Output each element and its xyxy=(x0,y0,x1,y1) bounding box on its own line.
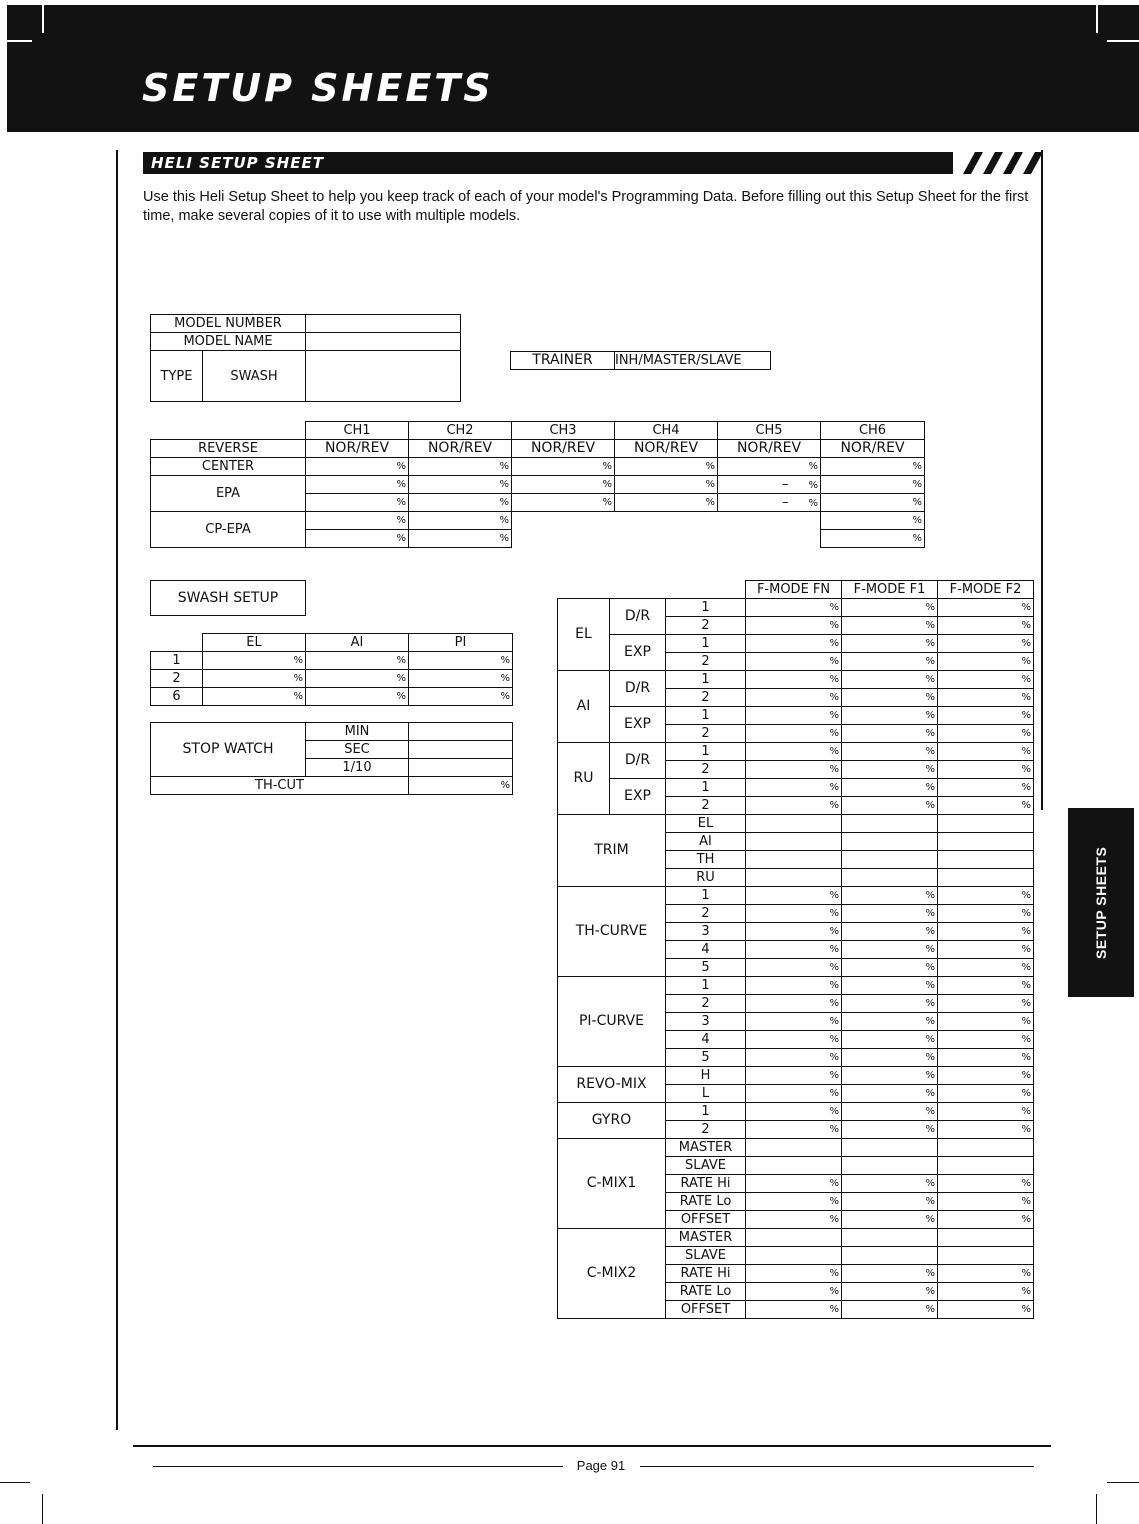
page-number: Page 91 xyxy=(576,1458,626,1473)
exp-label: EXP xyxy=(610,707,666,743)
fmode-value-cell[interactable]: % xyxy=(746,725,842,743)
fmode-value-cell[interactable]: % xyxy=(842,977,938,995)
fmode-value-cell[interactable]: % xyxy=(938,671,1034,689)
channel-table xyxy=(150,421,925,548)
fmode-header: F-MODE FN xyxy=(746,581,842,599)
center-cell[interactable]: % xyxy=(512,458,615,476)
min-field[interactable] xyxy=(409,723,513,741)
center-cell[interactable]: % xyxy=(718,458,821,476)
fmode-value-cell[interactable]: % xyxy=(938,1301,1034,1319)
fmode-value-cell[interactable]: % xyxy=(842,1283,938,1301)
fmode-value-cell[interactable]: % xyxy=(842,689,938,707)
item-label: MASTER xyxy=(666,1139,746,1157)
fmode-value-cell[interactable]: % xyxy=(842,743,938,761)
fmode-value-cell[interactable]: % xyxy=(746,599,842,617)
group-label-cmix2: C-MIX2 xyxy=(558,1229,666,1319)
min-label: MIN xyxy=(306,723,409,741)
crop-mark xyxy=(0,1482,30,1483)
sub-label: 2 xyxy=(666,761,746,779)
fmode-value-cell[interactable] xyxy=(938,815,1034,833)
group-label-picurve: PI-CURVE xyxy=(558,977,666,1067)
fmode-value-cell[interactable]: % xyxy=(746,779,842,797)
item-label: OFFSET xyxy=(666,1211,746,1229)
intro-text: Use this Heli Setup Sheet to help you keep track of each of your model's Programming Data. Before filling out this Setup Sheet for the first time, make several copies of it to use with multiple models. xyxy=(143,189,1029,224)
fmode-value-cell[interactable]: % xyxy=(938,995,1034,1013)
exp-label: EXP xyxy=(610,779,666,815)
center-cell[interactable]: % xyxy=(615,458,718,476)
thcut-label: TH-CUT xyxy=(151,777,409,795)
cp-epa-cell[interactable]: % xyxy=(306,530,409,548)
group-label-el: EL xyxy=(558,599,610,671)
item-label: 1 xyxy=(666,1103,746,1121)
cp-epa-cell[interactable]: % xyxy=(306,512,409,530)
item-label: EL xyxy=(666,815,746,833)
sub-label: 1 xyxy=(666,743,746,761)
swash-header: PI xyxy=(409,634,513,652)
ch-header: CH2 xyxy=(409,422,512,440)
fmode-value-cell[interactable] xyxy=(938,1229,1034,1247)
fmode-value-cell[interactable]: % xyxy=(746,1211,842,1229)
fmode-value-cell[interactable]: % xyxy=(746,1283,842,1301)
fmode-value-cell[interactable] xyxy=(746,1139,842,1157)
fmode-value-cell[interactable]: % xyxy=(842,653,938,671)
stopwatch-label: STOP WATCH xyxy=(151,723,306,777)
fmode-value-cell[interactable] xyxy=(746,1247,842,1265)
fmode-value-cell[interactable]: % xyxy=(746,761,842,779)
fmode-value-cell[interactable] xyxy=(938,1139,1034,1157)
ch-header: CH3 xyxy=(512,422,615,440)
ch-header: CH5 xyxy=(718,422,821,440)
fmode-value-cell[interactable] xyxy=(842,833,938,851)
fmode-value-cell[interactable]: % xyxy=(842,887,938,905)
fmode-value-cell[interactable]: % xyxy=(746,941,842,959)
exp-label: EXP xyxy=(610,635,666,671)
fmode-value-cell[interactable] xyxy=(746,1157,842,1175)
epa-cell[interactable]: % xyxy=(821,494,925,512)
item-label: H xyxy=(666,1067,746,1085)
trainer-label: TRAINER xyxy=(511,352,615,370)
fmode-value-cell[interactable]: % xyxy=(842,617,938,635)
fmode-value-cell[interactable]: % xyxy=(842,671,938,689)
crop-mark xyxy=(1096,5,1098,33)
swash-setup-label-box xyxy=(150,580,306,616)
fmode-value-cell[interactable] xyxy=(842,1157,938,1175)
item-label: 4 xyxy=(666,941,746,959)
fmode-value-cell[interactable]: % xyxy=(938,617,1034,635)
tenth-label: 1/10 xyxy=(306,759,409,777)
fmode-value-cell[interactable]: % xyxy=(842,923,938,941)
crop-mark xyxy=(42,1494,43,1524)
fmode-value-cell[interactable]: % xyxy=(746,1121,842,1139)
item-label: 3 xyxy=(666,1013,746,1031)
fmode-value-cell[interactable]: % xyxy=(938,635,1034,653)
item-label: RATE Hi xyxy=(666,1265,746,1283)
fmode-value-cell[interactable] xyxy=(746,1229,842,1247)
epa-cell[interactable]: % xyxy=(615,476,718,494)
pct-sign: % xyxy=(808,479,818,491)
epa-label: EPA xyxy=(151,476,306,512)
sub-label: 1 xyxy=(666,707,746,725)
fmode-value-cell[interactable]: % xyxy=(842,995,938,1013)
fmode-value-cell[interactable] xyxy=(842,1139,938,1157)
swash-cell[interactable]: % xyxy=(306,670,409,688)
group-label-gyro: GYRO xyxy=(558,1103,666,1139)
dr-label: D/R xyxy=(610,599,666,635)
swash-cell[interactable]: % xyxy=(409,670,513,688)
fmode-value-cell[interactable]: % xyxy=(842,1103,938,1121)
fmode-value-cell[interactable]: % xyxy=(842,1193,938,1211)
reverse-cell[interactable]: NOR/REV xyxy=(306,440,409,458)
crop-mark xyxy=(1107,40,1139,42)
fmode-value-cell[interactable] xyxy=(746,833,842,851)
epa-cell[interactable]: % xyxy=(512,494,615,512)
right-rule xyxy=(1041,150,1043,810)
fmode-value-cell[interactable] xyxy=(842,1247,938,1265)
item-label: TH xyxy=(666,851,746,869)
fmode-value-cell[interactable]: % xyxy=(842,1175,938,1193)
fmode-value-cell[interactable]: % xyxy=(938,1283,1034,1301)
fmode-value-cell[interactable]: % xyxy=(938,599,1034,617)
group-label-ai: AI xyxy=(558,671,610,743)
model-name-label: MODEL NAME xyxy=(151,333,306,351)
group-label-trim: TRIM xyxy=(558,815,666,887)
swash-label: SWASH xyxy=(203,351,306,402)
sub-label: 2 xyxy=(666,725,746,743)
epa-cell[interactable]: % xyxy=(821,476,925,494)
sec-label: SEC xyxy=(306,741,409,759)
fmode-value-cell[interactable]: % xyxy=(938,1049,1034,1067)
fmode-value-cell[interactable]: % xyxy=(746,959,842,977)
fmode-value-cell[interactable]: % xyxy=(746,977,842,995)
fmode-value-cell[interactable] xyxy=(746,851,842,869)
fmode-value-cell[interactable]: % xyxy=(842,941,938,959)
sub-label: 1 xyxy=(666,671,746,689)
section-title: HELI SETUP SHEET xyxy=(151,154,324,172)
item-label: MASTER xyxy=(666,1229,746,1247)
fmode-value-cell[interactable]: % xyxy=(938,1211,1034,1229)
fmode-value-cell[interactable] xyxy=(746,815,842,833)
fmode-table xyxy=(557,580,1034,1319)
item-label: 5 xyxy=(666,1049,746,1067)
epa-cell[interactable]: % xyxy=(306,476,409,494)
fmode-value-cell[interactable]: % xyxy=(842,1265,938,1283)
sub-label: 1 xyxy=(666,779,746,797)
fmode-value-cell[interactable]: % xyxy=(746,617,842,635)
swash-cell[interactable]: % xyxy=(306,652,409,670)
reverse-cell[interactable]: NOR/REV xyxy=(409,440,512,458)
epa-cell[interactable]: % xyxy=(409,494,512,512)
fmode-value-cell[interactable]: % xyxy=(842,797,938,815)
fmode-value-cell[interactable]: % xyxy=(842,905,938,923)
cell xyxy=(558,581,746,599)
fmode-value-cell[interactable]: % xyxy=(746,1067,842,1085)
fmode-value-cell[interactable]: % xyxy=(938,887,1034,905)
fmode-value-cell[interactable]: % xyxy=(746,707,842,725)
model-number-label: MODEL NUMBER xyxy=(151,315,306,333)
fmode-value-cell[interactable]: % xyxy=(938,743,1034,761)
model-name-field[interactable] xyxy=(306,333,461,351)
dash: – xyxy=(781,476,789,492)
fmode-value-cell[interactable]: % xyxy=(842,1301,938,1319)
fmode-value-cell[interactable]: % xyxy=(746,743,842,761)
reverse-cell[interactable]: NOR/REV xyxy=(615,440,718,458)
item-label: OFFSET xyxy=(666,1301,746,1319)
fmode-value-cell[interactable]: % xyxy=(842,1085,938,1103)
ch-header: CH6 xyxy=(821,422,925,440)
sec-field[interactable] xyxy=(409,741,513,759)
swash-row-label: 6 xyxy=(151,688,203,706)
fmode-value-cell[interactable]: % xyxy=(938,1013,1034,1031)
item-label: RU xyxy=(666,869,746,887)
group-label-revomix: REVO-MIX xyxy=(558,1067,666,1103)
fmode-value-cell[interactable]: % xyxy=(842,779,938,797)
fmode-value-cell[interactable] xyxy=(938,869,1034,887)
stopwatch-table xyxy=(150,722,513,795)
fmode-value-cell[interactable]: % xyxy=(938,1175,1034,1193)
epa-cell[interactable]: % xyxy=(615,494,718,512)
epa-cell[interactable]: % xyxy=(512,476,615,494)
crop-mark xyxy=(1096,1494,1097,1524)
fmode-value-cell[interactable] xyxy=(938,833,1034,851)
group-label-cmix1: C-MIX1 xyxy=(558,1139,666,1229)
epa-cell-ch5[interactable] xyxy=(718,494,821,512)
center-label: CENTER xyxy=(151,458,306,476)
reverse-cell[interactable]: NOR/REV xyxy=(821,440,925,458)
fmode-value-cell[interactable]: % xyxy=(938,797,1034,815)
fmode-value-cell[interactable] xyxy=(938,1247,1034,1265)
swash-header: AI xyxy=(306,634,409,652)
left-rule xyxy=(116,150,118,1430)
swash-setup-table xyxy=(150,633,513,706)
fmode-value-cell[interactable]: % xyxy=(746,923,842,941)
swash-row-label: 2 xyxy=(151,670,203,688)
fmode-value-cell[interactable]: % xyxy=(842,959,938,977)
fmode-value-cell[interactable]: % xyxy=(746,905,842,923)
fmode-value-cell[interactable]: % xyxy=(746,689,842,707)
fmode-value-cell[interactable]: % xyxy=(842,635,938,653)
model-number-field[interactable] xyxy=(306,315,461,333)
item-label: RATE Lo xyxy=(666,1283,746,1301)
cp-epa-cell[interactable]: % xyxy=(409,512,512,530)
footer-line xyxy=(153,1466,563,1467)
swash-cell[interactable]: % xyxy=(203,670,306,688)
trainer-value[interactable]: INH/MASTER/SLAVE xyxy=(615,352,771,370)
fmode-value-cell[interactable] xyxy=(842,815,938,833)
item-label: 3 xyxy=(666,923,746,941)
sub-label: 1 xyxy=(666,599,746,617)
swash-header: EL xyxy=(203,634,306,652)
item-label: 2 xyxy=(666,995,746,1013)
fmode-value-cell[interactable]: % xyxy=(842,1013,938,1031)
fmode-value-cell[interactable]: % xyxy=(842,1031,938,1049)
fmode-value-cell[interactable]: % xyxy=(938,725,1034,743)
fmode-value-cell[interactable]: % xyxy=(842,1067,938,1085)
epa-cell[interactable]: % xyxy=(409,476,512,494)
side-tab-label: SETUP SHEETS xyxy=(1093,846,1109,959)
fmode-value-cell[interactable]: % xyxy=(842,599,938,617)
model-table xyxy=(150,314,461,402)
fmode-value-cell[interactable]: % xyxy=(938,923,1034,941)
fmode-value-cell[interactable]: % xyxy=(938,761,1034,779)
fmode-value-cell[interactable]: % xyxy=(938,977,1034,995)
item-label: AI xyxy=(666,833,746,851)
fmode-value-cell[interactable]: % xyxy=(746,1031,842,1049)
fmode-header: F-MODE F2 xyxy=(938,581,1034,599)
slash-decoration xyxy=(953,152,1043,174)
fmode-value-cell[interactable]: % xyxy=(938,959,1034,977)
crop-mark xyxy=(1107,1482,1139,1483)
thcut-cell[interactable]: % xyxy=(409,777,513,795)
fmode-value-cell[interactable]: % xyxy=(746,797,842,815)
fmode-value-cell[interactable]: % xyxy=(746,671,842,689)
center-cell[interactable]: % xyxy=(306,458,409,476)
epa-cell-ch5[interactable] xyxy=(718,476,821,494)
fmode-value-cell[interactable]: % xyxy=(746,1265,842,1283)
swash-row-label: 1 xyxy=(151,652,203,670)
fmode-value-cell[interactable]: % xyxy=(938,1067,1034,1085)
fmode-value-cell[interactable]: % xyxy=(938,1085,1034,1103)
fmode-value-cell[interactable]: % xyxy=(842,761,938,779)
item-label: RATE Lo xyxy=(666,1193,746,1211)
dr-label: D/R xyxy=(610,743,666,779)
fmode-value-cell[interactable]: % xyxy=(746,1049,842,1067)
fmode-value-cell[interactable]: % xyxy=(938,1031,1034,1049)
fmode-value-cell[interactable] xyxy=(938,1157,1034,1175)
dr-label: D/R xyxy=(610,671,666,707)
group-label-ru: RU xyxy=(558,743,610,815)
reverse-cell[interactable]: NOR/REV xyxy=(718,440,821,458)
item-label: 2 xyxy=(666,1121,746,1139)
item-label: 4 xyxy=(666,1031,746,1049)
cp-epa-cell[interactable]: % xyxy=(821,512,925,530)
crop-mark xyxy=(7,40,32,42)
page-title: SETUP SHEETS xyxy=(142,66,494,110)
ch-header: CH4 xyxy=(615,422,718,440)
item-label: RATE Hi xyxy=(666,1175,746,1193)
fmode-value-cell[interactable]: % xyxy=(938,689,1034,707)
swash-cell[interactable]: % xyxy=(409,688,513,706)
fmode-value-cell[interactable]: % xyxy=(938,941,1034,959)
fmode-value-cell[interactable]: % xyxy=(746,995,842,1013)
reverse-label: REVERSE xyxy=(151,440,306,458)
fmode-value-cell[interactable]: % xyxy=(938,779,1034,797)
fmode-value-cell[interactable]: % xyxy=(842,1211,938,1229)
swash-setup-label: SWASH SETUP xyxy=(151,581,306,616)
fmode-value-cell[interactable]: % xyxy=(746,635,842,653)
swash-cell[interactable]: % xyxy=(306,688,409,706)
epa-cell[interactable]: % xyxy=(306,494,409,512)
ch-header: CH1 xyxy=(306,422,409,440)
fmode-value-cell[interactable]: % xyxy=(842,707,938,725)
sub-label: 2 xyxy=(666,797,746,815)
cp-epa-cell[interactable]: % xyxy=(821,530,925,548)
center-cell[interactable]: % xyxy=(821,458,925,476)
fmode-value-cell[interactable]: % xyxy=(938,905,1034,923)
fmode-header: F-MODE F1 xyxy=(842,581,938,599)
tenth-field[interactable] xyxy=(409,759,513,777)
trainer-table xyxy=(510,351,771,370)
crop-mark xyxy=(42,5,44,33)
fmode-value-cell[interactable]: % xyxy=(746,1085,842,1103)
reverse-cell[interactable]: NOR/REV xyxy=(512,440,615,458)
fmode-value-cell[interactable]: % xyxy=(746,1013,842,1031)
center-cell[interactable]: % xyxy=(409,458,512,476)
fmode-value-cell[interactable] xyxy=(746,869,842,887)
cp-epa-label: CP-EPA xyxy=(151,512,306,548)
item-label: SLAVE xyxy=(666,1157,746,1175)
sub-label: 2 xyxy=(666,617,746,635)
item-label: 2 xyxy=(666,905,746,923)
group-label-thcurve: TH-CURVE xyxy=(558,887,666,977)
fmode-value-cell[interactable] xyxy=(842,851,938,869)
fmode-value-cell[interactable]: % xyxy=(938,1103,1034,1121)
fmode-value-cell[interactable]: % xyxy=(938,653,1034,671)
fmode-value-cell[interactable]: % xyxy=(746,653,842,671)
sub-label: 2 xyxy=(666,689,746,707)
swash-cell[interactable]: % xyxy=(409,652,513,670)
fmode-value-cell[interactable] xyxy=(842,869,938,887)
fmode-value-cell[interactable]: % xyxy=(842,1049,938,1067)
cp-epa-cell[interactable]: % xyxy=(409,530,512,548)
fmode-value-cell[interactable]: % xyxy=(842,725,938,743)
dash: – xyxy=(781,494,789,510)
sub-label: 2 xyxy=(666,653,746,671)
fmode-value-cell[interactable] xyxy=(938,851,1034,869)
swash-cell[interactable]: % xyxy=(203,688,306,706)
fmode-value-cell[interactable]: % xyxy=(938,1121,1034,1139)
footer-rule xyxy=(133,1445,1051,1447)
fmode-value-cell[interactable]: % xyxy=(842,1121,938,1139)
fmode-value-cell[interactable]: % xyxy=(938,707,1034,725)
item-label: 5 xyxy=(666,959,746,977)
fmode-value-cell[interactable]: % xyxy=(746,1193,842,1211)
footer-line xyxy=(640,1466,1034,1467)
item-label: 1 xyxy=(666,887,746,905)
fmode-value-cell[interactable]: % xyxy=(746,887,842,905)
item-label: SLAVE xyxy=(666,1247,746,1265)
type-label: TYPE xyxy=(151,351,203,402)
fmode-value-cell[interactable]: % xyxy=(746,1175,842,1193)
swash-cell[interactable]: % xyxy=(203,652,306,670)
fmode-value-cell[interactable] xyxy=(842,1229,938,1247)
item-label: L xyxy=(666,1085,746,1103)
fmode-value-cell[interactable]: % xyxy=(746,1103,842,1121)
fmode-value-cell[interactable]: % xyxy=(746,1301,842,1319)
swash-type-field[interactable] xyxy=(306,351,461,402)
sub-label: 1 xyxy=(666,635,746,653)
fmode-value-cell[interactable]: % xyxy=(938,1193,1034,1211)
pct-sign: % xyxy=(808,497,818,509)
item-label: 1 xyxy=(666,977,746,995)
fmode-value-cell[interactable]: % xyxy=(938,1265,1034,1283)
